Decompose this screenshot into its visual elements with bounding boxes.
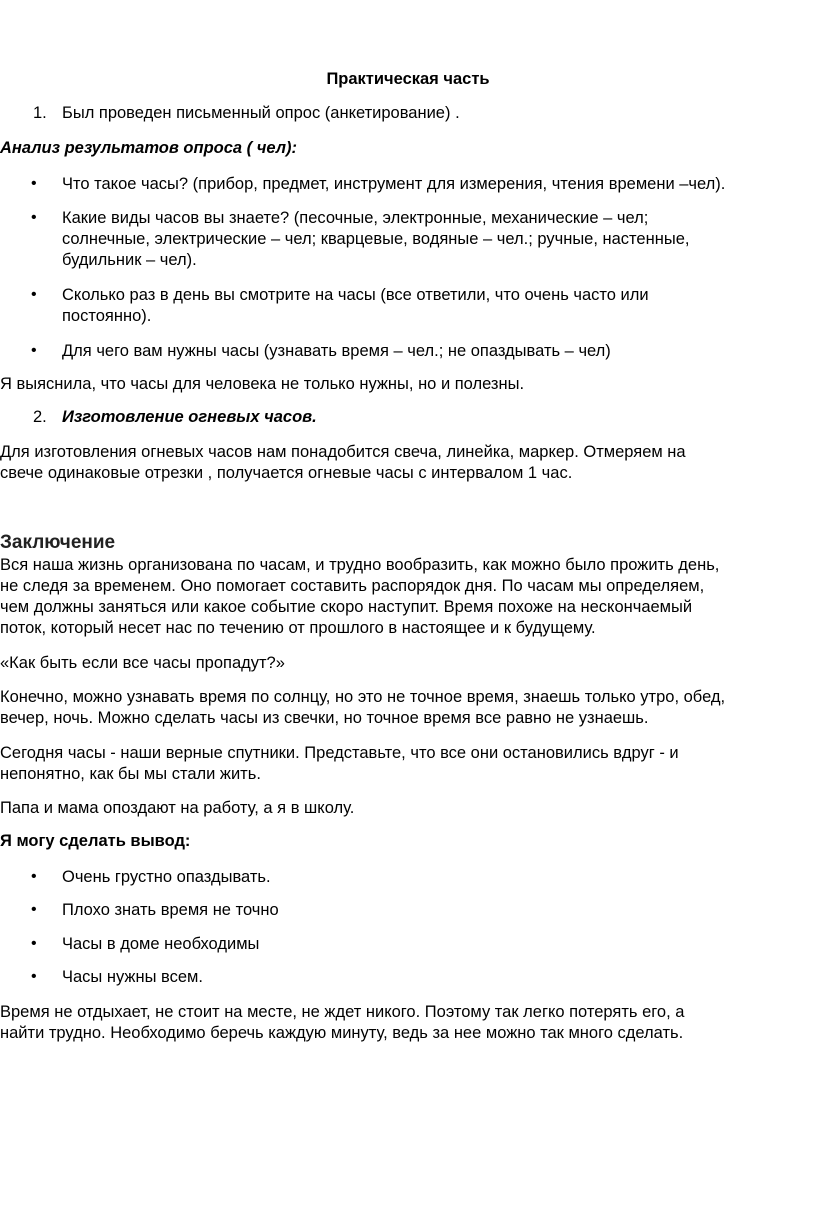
bullet-icon: • (31, 175, 37, 192)
bullet-icon: • (31, 968, 37, 985)
conclusion-bullet: Часы в доме необходимы (62, 935, 260, 953)
paragraph-line: Сегодня часы - наши верные спутники. Представьте, что все они остановились вдруг - и (0, 744, 679, 762)
list-number-2: 2. (33, 408, 47, 426)
paragraph-line: вечер, ночь. Можно сделать часы из свечки, но точное время все равно не узнаешь. (0, 709, 649, 727)
paragraph-line: свече одинаковые отрезки , получается огневые часы с интервалом 1 час. (0, 464, 573, 482)
survey-bullet-line: Сколько раз в день вы смотрите на часы (все ответили, что очень часто или (62, 286, 649, 304)
survey-bullet-line: Что такое часы? (прибор, предмет, инструмент для измерения, чтения времени –чел). (62, 175, 726, 193)
analysis-heading: Анализ результатов опроса ( чел): (0, 139, 297, 157)
survey-bullet-line: солнечные, электрические – чел; кварцевые, водяные – чел.; ручные, настенные, (62, 230, 690, 248)
survey-bullet-line: постоянно). (62, 307, 152, 325)
list-number-1: 1. (33, 104, 47, 122)
bullet-icon: • (31, 901, 37, 918)
survey-bullet-line: будильник – чел). (62, 251, 197, 269)
paragraph-line: Вся наша жизнь организована по часам, и трудно вообразить, как можно было прожить день, (0, 556, 720, 574)
page-title: Практическая часть (326, 70, 490, 88)
bullet-icon: • (31, 935, 37, 952)
paragraph-line: Конечно, можно узнавать время по солнцу, но это не точное время, знаешь только утро, обед, (0, 688, 726, 706)
paragraph-line: найти трудно. Необходимо беречь каждую минуту, ведь за нее можно так много сделать. (0, 1024, 684, 1042)
bullet-icon: • (31, 868, 37, 885)
fire-clock-heading: Изготовление огневых часов. (62, 408, 317, 426)
finding-text: Я выяснила, что часы для человека не только нужны, но и полезны. (0, 375, 525, 393)
conclusion-heading: Заключение (0, 532, 116, 553)
conclusion-label: Я могу сделать вывод: (0, 832, 191, 850)
paragraph-line: непонятно, как бы мы стали жить. (0, 765, 261, 783)
paragraph-line: Для изготовления огневых часов нам понадобится свеча, линейка, маркер. Отмеряем на (0, 443, 686, 461)
paragraph-line: Папа и мама опоздают на работу, а я в школу. (0, 799, 355, 817)
question-text: «Как быть если все часы пропадут?» (0, 654, 285, 672)
paragraph-line: Время не отдыхает, не стоит на месте, не ждет никого. Поэтому так легко потерять его, а (0, 1003, 685, 1021)
survey-item-text: Был проведен письменный опрос (анкетирование) . (62, 104, 460, 122)
survey-bullet-line: Для чего вам нужны часы (узнавать время – чел.; не опаздывать – чел) (62, 342, 611, 360)
bullet-icon: • (31, 209, 37, 226)
conclusion-bullet: Часы нужны всем. (62, 968, 203, 986)
survey-bullet-line: Какие виды часов вы знаете? (песочные, электронные, механические – чел; (62, 209, 649, 227)
conclusion-bullet: Очень грустно опаздывать. (62, 868, 271, 886)
bullet-icon: • (31, 342, 37, 359)
bullet-icon: • (31, 286, 37, 303)
paragraph-line: не следя за временем. Оно помогает составить распорядок дня. По часам мы определяем, (0, 577, 705, 595)
paragraph-line: поток, который несет нас по течению от прошлого в настоящее и к будущему. (0, 619, 596, 637)
conclusion-bullet: Плохо знать время не точно (62, 901, 279, 919)
paragraph-line: чем должны заняться или какое событие скоро наступит. Время похоже на нескончаемый (0, 598, 693, 616)
